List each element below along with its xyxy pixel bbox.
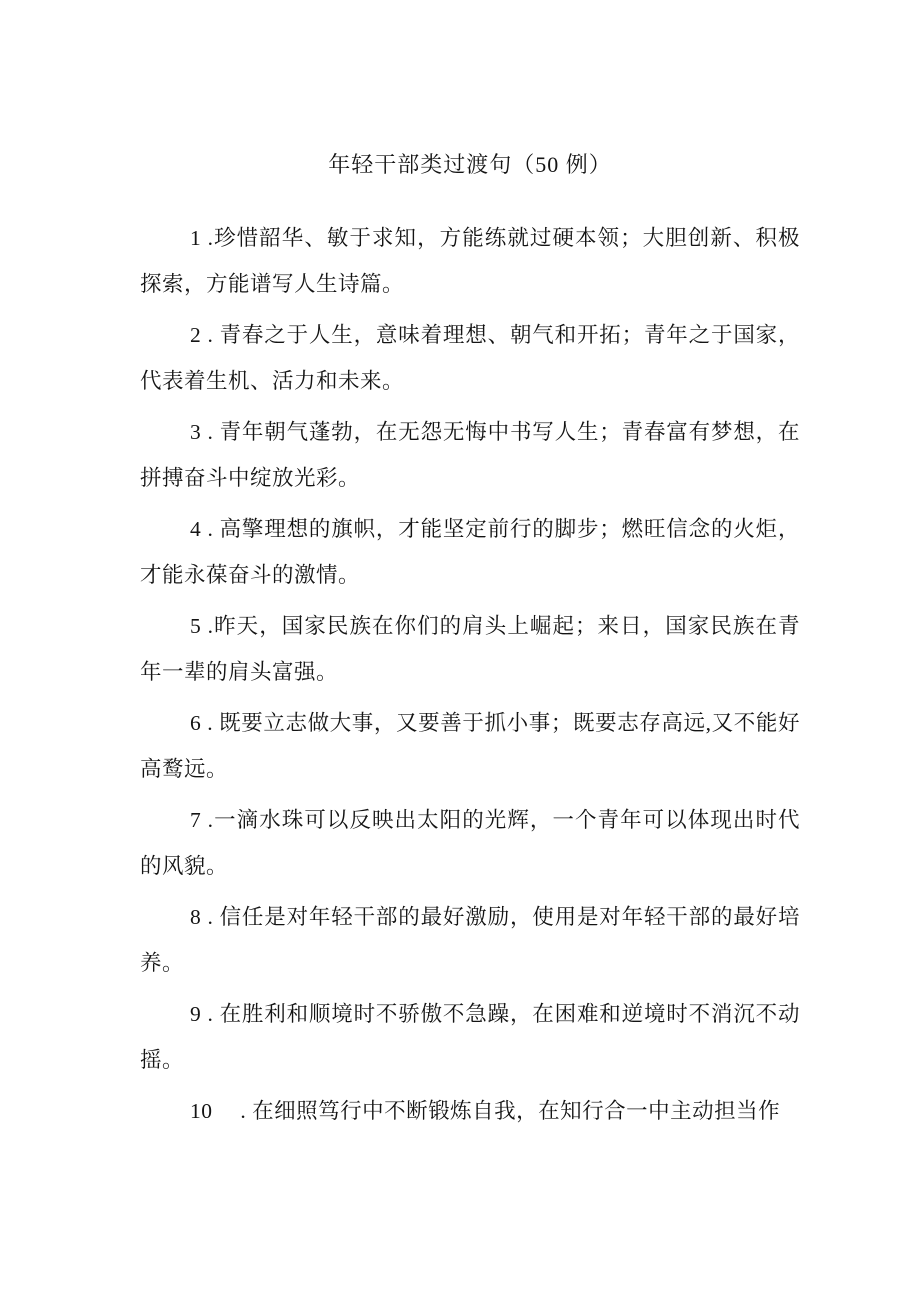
item-number: 7 . [190, 808, 214, 832]
item-text: 在胜利和顺境时不骄傲不急躁，在困难和逆境时不消沉不动摇。 [140, 1002, 800, 1072]
document-content [140, 142, 800, 1134]
item-number: 5 . [190, 614, 214, 638]
document-title: 年轻干部类过渡句（50 例） [328, 152, 612, 177]
item-number: 4 . [190, 517, 220, 541]
transition-item-1 [140, 215, 800, 307]
item-text: 在细照笃行中不断锻炼自我，在知行合一中主动担当作 [252, 1099, 781, 1123]
transition-item-3 [140, 409, 800, 501]
transition-item-9 [140, 991, 800, 1083]
transition-item-6 [140, 700, 800, 792]
item-text: 青年朝气蓬勃，在无怨无悔中书写人生；青春富有梦想，在拼搏奋斗中绽放光彩。 [140, 420, 800, 490]
transition-item-7 [140, 797, 800, 889]
item-number: 8 . [190, 905, 220, 929]
item-text: 青春之于人生，意味着理想、朝气和开拓；青年之于国家，代表着生机、活力和未来。 [140, 323, 800, 393]
item-text: 高擎理想的旗帜，才能坚定前行的脚步；燃旺信念的火炬，才能永葆奋斗的激情。 [140, 517, 800, 587]
item-number: 9 . [190, 1002, 220, 1026]
item-number: 6 . [190, 711, 220, 735]
item-text: 昨天，国家民族在你们的肩头上崛起；来日，国家民族在青年一辈的肩头富强。 [140, 614, 800, 684]
item-text: 一滴水珠可以反映出太阳的光辉，一个青年可以体现出时代的风貌。 [140, 808, 800, 878]
transition-item-4 [140, 506, 800, 598]
transition-item-8 [140, 894, 800, 986]
transition-item-5 [140, 603, 800, 695]
item-text: 信任是对年轻干部的最好激励，使用是对年轻干部的最好培养。 [140, 905, 800, 975]
item-number: 10 . [190, 1099, 253, 1123]
item-number: 1 . [190, 226, 214, 250]
item-text: 珍惜韶华、敏于求知，方能练就过硬本领；大胆创新、积极探索，方能谱写人生诗篇。 [140, 226, 800, 296]
item-text: 既要立志做大事，又要善于抓小事；既要志存高远,又不能好高鹜远。 [140, 711, 800, 781]
item-number: 3 . [190, 420, 220, 444]
transition-item-2 [140, 312, 800, 404]
item-number: 2 . [190, 323, 220, 347]
transition-item-10 [140, 1088, 800, 1134]
